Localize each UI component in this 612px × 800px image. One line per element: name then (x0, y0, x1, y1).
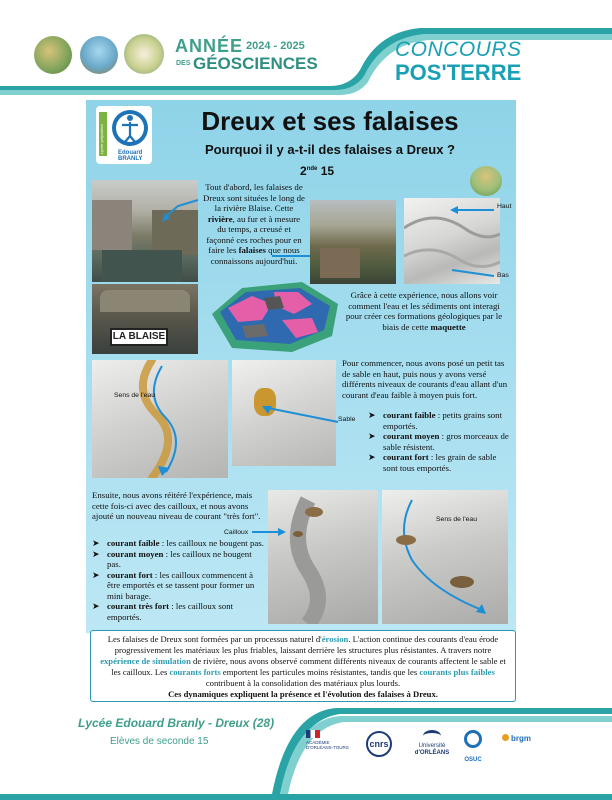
intro-text-2: , au fur et à mesure du temps, a creusé et façonné ces roches pour en faire les (206, 213, 302, 255)
sand-intro-text: Pour commencer, nous avons posé un petit tas de sable en haut, puis nous y avons versé différents niveaux de courants d'eau allant d'un courant d'eau faible à moyen puis fort. (342, 358, 508, 400)
univ-text-1: Université (418, 743, 446, 749)
class-sup: nde (306, 166, 318, 172)
school-logo (96, 106, 152, 164)
list-item-bold: courant fort (107, 569, 153, 580)
relief-model (202, 274, 342, 356)
universite-logo (408, 730, 456, 757)
eleves-label: Elèves de seconde 15 (110, 736, 209, 747)
label-sable: Sable (338, 416, 356, 423)
years-label: 2024 - 2025 (246, 40, 305, 52)
list-item-bold: courant très fort (107, 601, 170, 611)
label-sens-eau-2: Sens de l'eau (436, 516, 477, 523)
haut-bas-arrows (446, 200, 496, 280)
intro-bold-1: rivière (207, 213, 233, 224)
list-item (92, 570, 266, 602)
sand-channel-graphic (92, 360, 228, 478)
osuc-icon (464, 730, 482, 748)
list-item-bold: courant faible (107, 538, 160, 548)
list-item (368, 410, 510, 431)
school-logo-side: Lycée polyvalent (99, 124, 104, 154)
geo-logo-3 (124, 34, 164, 74)
bullet-arrow-icon: ➤ (92, 601, 100, 611)
list-item-bold: courant moyen (107, 548, 164, 559)
conclusion-text-1: Les falaises de Dreux sont formées par un processus naturel d' (107, 634, 322, 644)
list-item-bold: courant moyen (383, 431, 440, 441)
maquette-text (340, 290, 508, 332)
list-item-text: : les cailloux sont emportés. (107, 601, 234, 622)
geo-logo-1 (34, 36, 72, 74)
maquette-text-bold: maquette (430, 321, 466, 332)
list-item (92, 549, 266, 570)
conclusion-highlight-erosion: érosion (321, 634, 349, 644)
annee-title: ANNÉE (175, 36, 244, 56)
conclusion-text-3: de rivière, nous avons observé comment différents niveaux de courants affectent le sable et les cailloux. Les (111, 656, 506, 677)
list-item-text: : petits grains sont emportés. (383, 410, 503, 431)
bridge-photo (92, 284, 198, 354)
river-arrow (160, 196, 200, 226)
pebbles-channel-photo (268, 490, 378, 624)
cailloux-arrow (250, 526, 290, 538)
maquette-text-body: Grâce à cette expérience, nous allons voir comment l'eau et les sédiments ont interagi pour créer ces formations géologiques par le biais de cette (345, 290, 503, 332)
conclusion-text-5: contribuent à la consolidation des matériaux plus lourds. (205, 678, 401, 688)
osuc-text: OSUC (464, 757, 482, 763)
brgm-logo (502, 734, 552, 743)
geo-logo-2 (80, 36, 118, 74)
geosciences-title: GÉOSCIENCES (193, 54, 318, 73)
posterre-title: POS'TERRE (395, 60, 522, 85)
list-item-text: : les cailloux ne bougent pas. (159, 538, 264, 548)
list-item-bold: courant faible (383, 410, 436, 420)
bullet-arrow-icon: ➤ (92, 569, 100, 580)
poster-subtitle: Pourquoi il y a-t-il des falaises a Dreux ? (205, 142, 455, 157)
bridge-shape (100, 290, 190, 312)
mini-geo-logo (470, 166, 502, 196)
header-banner (0, 0, 612, 100)
cnrs-logo: cnrs (366, 731, 392, 757)
conclusion-highlight-simulation: expérience de simulation (100, 656, 191, 666)
water-shape (102, 250, 182, 282)
osuc-logo (458, 730, 488, 763)
sand-channel-photo (92, 360, 228, 478)
lycee-name: Lycée Edouard Branly - Dreux (28) (78, 716, 275, 730)
label-cailloux: Cailloux (224, 529, 249, 536)
bullet-arrow-icon: ➤ (368, 431, 376, 441)
class-num: 15 (320, 164, 335, 178)
conclusion-box (90, 630, 516, 702)
list-item (368, 452, 510, 473)
pebbles-result-photo (382, 490, 508, 624)
list-item-text: : les grain de sable sont tous emportés. (383, 452, 497, 473)
intro-bold-2: falaises (238, 245, 266, 255)
academie-text: ACADÉMIE D'ORLÉANS-TOURS (306, 740, 349, 750)
list-item (368, 431, 510, 452)
la-blaise-sign: LA BLAISE (110, 328, 168, 346)
sand-list (368, 410, 510, 473)
intro-text-1: Tout d'abord, les falaises de Dreux sont situées le long de la rivière Blaise. Cette (203, 182, 305, 213)
bullet-arrow-icon: ➤ (92, 538, 100, 548)
cliff-photo (310, 200, 396, 284)
academie-logo (306, 730, 356, 750)
list-item-text: : gros morceaux de sable résistent. (383, 431, 509, 452)
school-logo-text: Edouard BRANLY (118, 150, 143, 162)
brgm-text: brgm (511, 734, 531, 743)
intro-text-3: que nous connaissons aujourd'hui. (210, 245, 300, 266)
house-shape (92, 200, 132, 250)
bullet-arrow-icon: ➤ (368, 452, 376, 462)
conclusion-highlight-faibles: courants plus faibles (419, 667, 495, 677)
university-icon (423, 730, 441, 742)
bullet-arrow-icon: ➤ (92, 548, 100, 559)
univ-text-2: d'ORLÉANS (414, 750, 450, 756)
list-item (92, 601, 266, 622)
label-bas: Bas (497, 272, 509, 279)
list-item (92, 538, 266, 549)
list-item-bold: courant fort (383, 452, 429, 462)
pebbles-intro-text: Ensuite, nous avons réitéré l'expérience, mais cette fois-ci avec des cailloux, et nous avons ajouté un nouveau niveau de courant "très fort". (92, 490, 261, 521)
conclusion-highlight-forts: courants forts (169, 667, 221, 677)
poster-title: Dreux et ses falaises (201, 106, 459, 136)
brgm-icon (502, 734, 509, 741)
label-sens-eau-1: Sens de l'eau (114, 392, 155, 399)
pebbles-list (92, 538, 266, 622)
list-item-text: : les cailloux ne bougent pas. (107, 548, 252, 569)
des-label: DES (176, 60, 191, 67)
pebbles-result-graphic (382, 490, 508, 624)
conclusion-text-2: . L'action continue des courants d'eau érode progressivement les matériaux les plus friables, laissant derrière les structures plus résistantes. A travers notre (114, 634, 499, 655)
label-haut: Haut (497, 203, 512, 210)
list-item-text: : les cailloux commencent à être emportés et se tassent pour former un mini barage. (107, 569, 255, 601)
conclusion-final: Ces dynamiques expliquent la présence et l'évolution des falaises à Dreux. (168, 689, 438, 699)
class-label (300, 164, 334, 178)
conclusion-text-4: emportent les particules moins résistantes, tandis que les (220, 667, 420, 677)
flag-icon (306, 730, 320, 738)
class-prefix: 2 (300, 164, 307, 178)
pebbles-channel-graphic (268, 490, 378, 624)
concours-title: CONCOURS (395, 38, 522, 61)
bullet-arrow-icon: ➤ (368, 410, 376, 420)
